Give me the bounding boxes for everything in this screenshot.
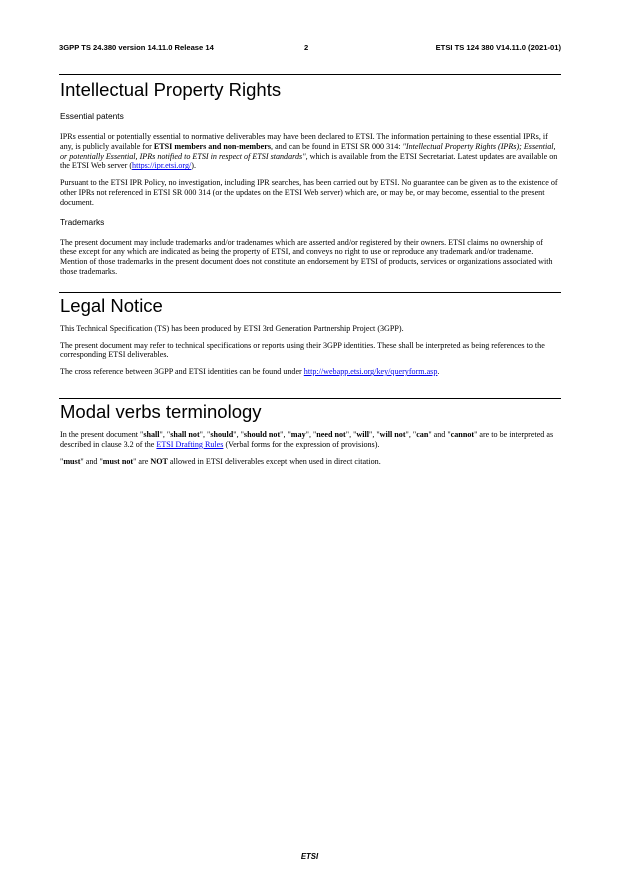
paragraph-essential-patents-2: Pursuant to the ETSI IPR Policy, no investigation, including IPR searches, has been carried out by ETSI. No guarantee can be given as to the existence of other IPRs not referenced in ETSI SR 000 314 (or the updates on the ETSI Web server) which are, or may be, or may become, essential to the present document. <box>60 178 558 207</box>
subtitle-trademarks: Trademarks <box>60 216 105 227</box>
header-page-number: 2 <box>304 43 309 52</box>
page-header <box>59 43 561 57</box>
document-body <box>59 74 561 473</box>
section-title-ipr: Intellectual Property Rights <box>60 79 282 100</box>
header-spec-version: 3GPP TS 24.380 version 14.11.0 Release 14 <box>59 43 214 52</box>
section-title-legal-notice: Legal Notice <box>60 294 163 316</box>
paragraph-modal-2: "must" and "must not" are NOT allowed in ETSI deliverables except when used in direct citation. <box>60 456 381 466</box>
header-etsi-reference: ETSI TS 124 380 V14.11.0 (2021-01) <box>435 43 561 52</box>
section-modal-verbs <box>59 398 561 466</box>
section-legal-notice <box>59 292 561 377</box>
subtitle-essential-patents: Essential patents <box>60 111 124 121</box>
etsi-queryform-link[interactable]: http://webapp.etsi.org/key/queryform.asp <box>303 367 438 377</box>
paragraph-trademarks: The present document may include trademarks and/or tradenames which are asserted and/or registered by their owners. ETSI claims no ownership of these except for any which are indicated as being the property of ETSI, and conveys no right to use or reproduce any trademark and/or tradename. Mention of those trademarks in the present document does not constitute an endorsement by ETSI of products, services or organizations associated with those trademarks. <box>60 237 553 276</box>
paragraph-essential-patents-1: IPRs essential or potentially essential to normative deliverables may have been declared to ETSI. The information pertaining to these essential IPRs, if any, is publicly available for ETSI members and non-members, and can be found in ETSI SR 000 314: "Intellectual Property Rights (IPRs); Essential, or potentially Essential, IPRs notified to ETSI in respect of ETSI standards", which is available from the ETSI Secretariat. Latest updates are available on the ETSI Web server (https://ipr.etsi.org/). <box>60 132 558 171</box>
paragraph-modal-1: In the present document "shall", "shall not", "should", "should not", "may", "need not", "will", "will not", "can" and "cannot" are to be interpreted as described in clause 3.2 of the ETSI Drafting Rules (Verbal forms for the expression of provisions). <box>60 429 554 449</box>
section-ipr <box>59 74 561 277</box>
paragraph-legal-2: The present document may refer to technical specifications or reports using their 3GPP identities. These shall be interpreted as being references to the corresponding ETSI deliverables. <box>60 340 545 360</box>
page-footer-etsi: ETSI <box>300 852 319 861</box>
section-title-modal-verbs: Modal verbs terminology <box>60 400 262 422</box>
etsi-drafting-rules-link[interactable]: ETSI Drafting Rules <box>156 439 224 449</box>
ipr-link[interactable]: https://ipr.etsi.org/ <box>132 161 192 171</box>
paragraph-legal-1: This Technical Specification (TS) has been produced by ETSI 3rd Generation Partnership Project (3GPP). <box>60 323 404 333</box>
paragraph-legal-3: The cross reference between 3GPP and ETSI identities can be found under http://webapp.etsi.org/key/queryform.asp. <box>60 367 440 377</box>
